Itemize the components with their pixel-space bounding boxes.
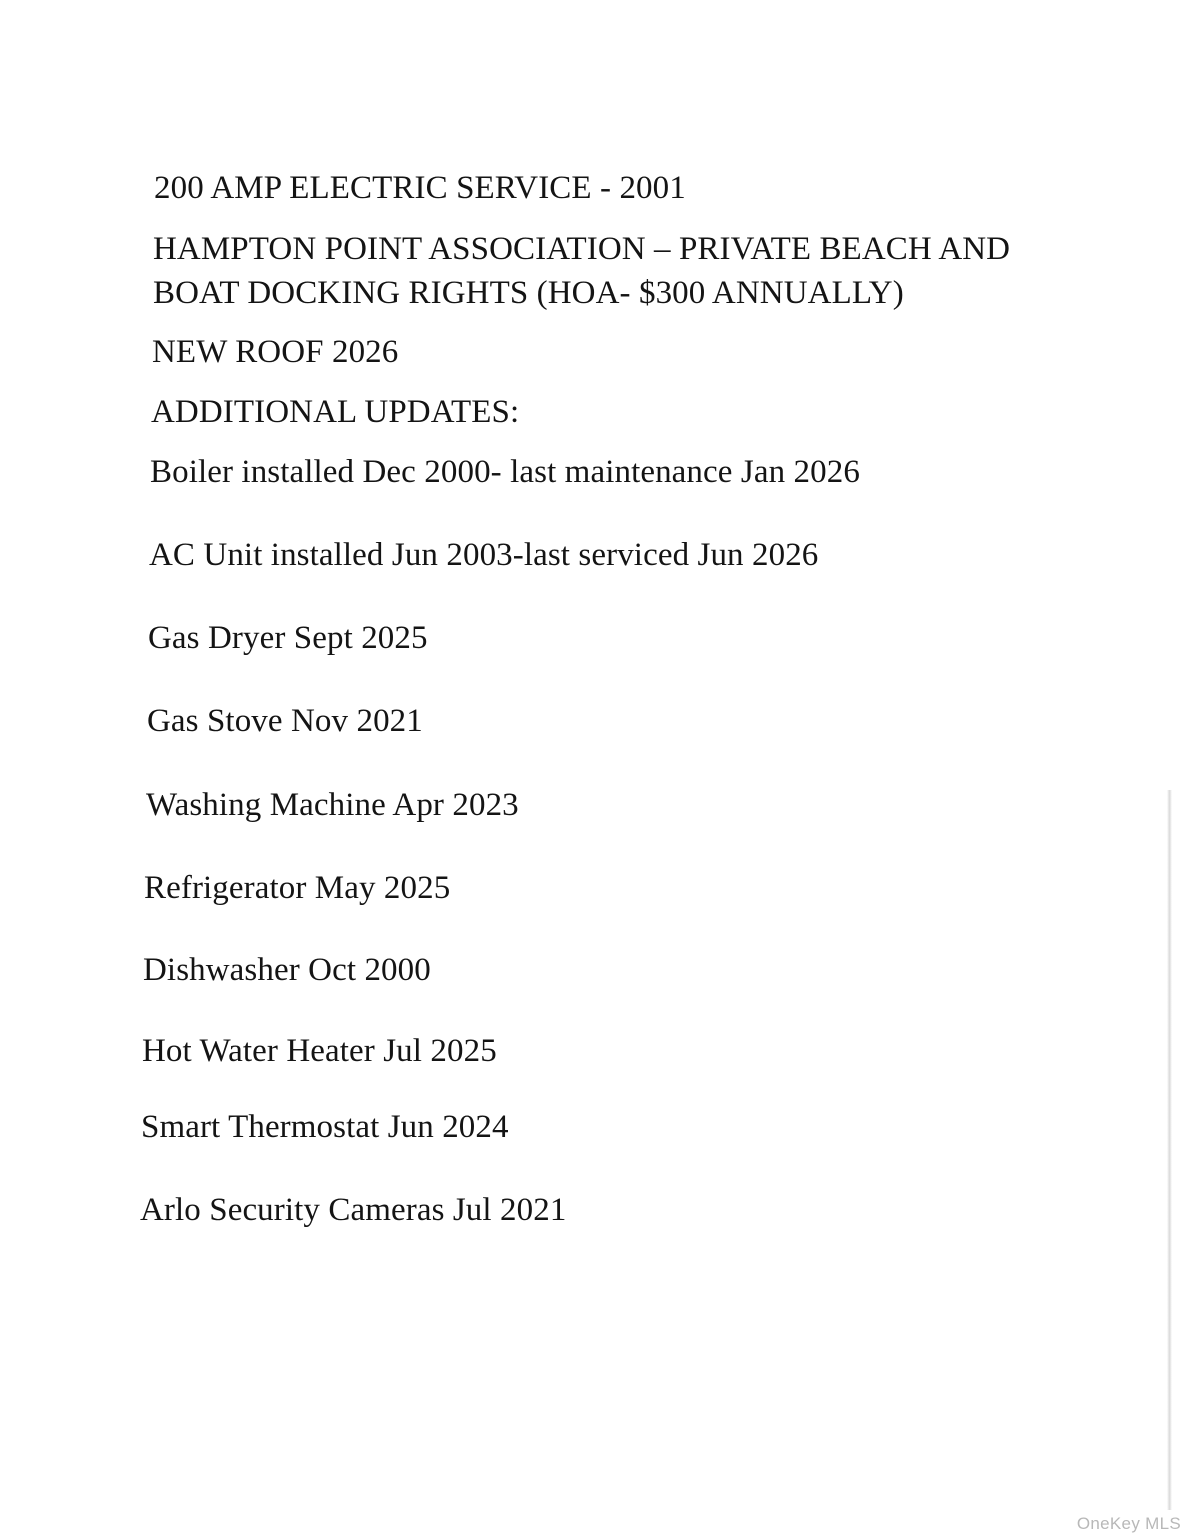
update-item-hot-water-heater: Hot Water Heater Jul 2025 bbox=[142, 1033, 497, 1069]
update-item-security-cameras: Arlo Security Cameras Jul 2021 bbox=[140, 1192, 567, 1228]
update-item-ac-unit: AC Unit installed Jun 2003-last serviced Jun 2026 bbox=[149, 537, 819, 573]
update-item-refrigerator: Refrigerator May 2025 bbox=[144, 870, 451, 906]
scan-edge-line bbox=[1167, 790, 1172, 1510]
updates-heading: ADDITIONAL UPDATES: bbox=[151, 394, 520, 430]
update-item-washing-machine: Washing Machine Apr 2023 bbox=[146, 787, 519, 823]
update-item-boiler: Boiler installed Dec 2000- last maintenance Jan 2026 bbox=[150, 454, 860, 490]
roof-line: NEW ROOF 2026 bbox=[152, 334, 399, 370]
association-line-1: HAMPTON POINT ASSOCIATION – PRIVATE BEACH AND bbox=[153, 231, 1011, 267]
update-item-gas-dryer: Gas Dryer Sept 2025 bbox=[148, 620, 428, 656]
association-line-2: BOAT DOCKING RIGHTS (HOA- $300 ANNUALLY) bbox=[153, 275, 904, 311]
watermark: OneKey MLS bbox=[1076, 1514, 1181, 1533]
update-item-smart-thermostat: Smart Thermostat Jun 2024 bbox=[141, 1109, 509, 1145]
update-item-dishwasher: Dishwasher Oct 2000 bbox=[143, 952, 431, 988]
electric-service-line: 200 AMP ELECTRIC SERVICE - 2001 bbox=[154, 170, 686, 206]
update-item-gas-stove: Gas Stove Nov 2021 bbox=[147, 703, 423, 739]
